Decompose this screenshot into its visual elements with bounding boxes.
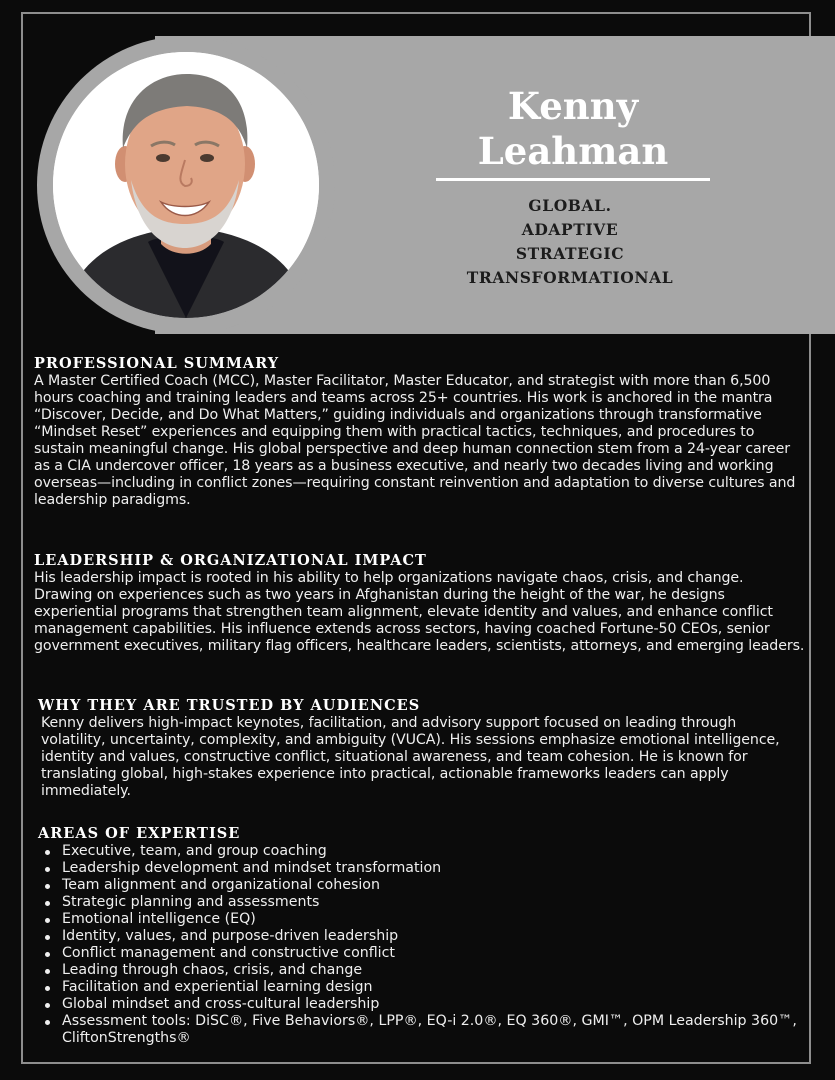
section-areas-of-expertise: [38, 825, 804, 1047]
section-body: Kenny delivers high-impact keynotes, facilitation, and advisory support focused on leading through volatility, uncertainty, complexity, and ambiguity (VUCA). His sessions emphasize emotional intelligence, identity and values, constructive conflict, situational awareness, and team cohesion. He is known for translating global, high-stakes experience into practical, actionable frameworks leaders can apply immediately.: [41, 715, 780, 799]
list-item: Executive, team, and group coaching: [62, 843, 804, 860]
expertise-list: [38, 843, 804, 1047]
section-leadership-impact: [34, 552, 806, 655]
person-name: [436, 84, 710, 174]
tagline: TRANSFORMATIONAL: [466, 268, 674, 287]
tagline: ADAPTIVE: [521, 220, 619, 239]
taglines: [436, 194, 704, 290]
list-item: Leading through chaos, crisis, and change: [62, 962, 804, 979]
list-item: Assessment tools: DiSC®, Five Behaviors®, LPP®, EQ-i 2.0®, EQ 360®, GMI™, OPM Leadership 360™, CliftonStrengths®: [62, 1013, 804, 1047]
list-item: Emotional intelligence (EQ): [62, 911, 804, 928]
name-first: Kenny: [507, 84, 639, 128]
section-title: WHY THEY ARE TRUSTED BY AUDIENCES: [38, 697, 421, 714]
list-item: Facilitation and experiential learning design: [62, 979, 804, 996]
list-item: Team alignment and organizational cohesion: [62, 877, 804, 894]
list-item: Conflict management and constructive conflict: [62, 945, 804, 962]
section-professional-summary: [34, 355, 806, 509]
tagline: STRATEGIC: [515, 244, 625, 263]
list-item: Global mindset and cross-cultural leadership: [62, 996, 804, 1013]
tagline: GLOBAL.: [528, 196, 612, 215]
section-title: LEADERSHIP & ORGANIZATIONAL IMPACT: [34, 552, 427, 569]
section-body: His leadership impact is rooted in his ability to help organizations navigate chaos, crisis, and change. Drawing on experiences such as two years in Afghanistan during the height of the war, he designs experiential programs that strengthen team alignment, elevate identity and values, and enhance conflict management capabilities. His influence extends across sectors, having coached Fortune-50 CEOs, senior government executives, military flag officers, healthcare leaders, scientists, attorneys, and emerging leaders.: [34, 570, 805, 654]
list-item: Identity, values, and purpose-driven leadership: [62, 928, 804, 945]
portrait-illustration: [53, 52, 319, 318]
portrait-photo: [53, 52, 319, 318]
name-last: Leahman: [477, 129, 669, 173]
section-trusted-by-audiences: [38, 697, 804, 800]
name-divider: [436, 178, 710, 181]
list-item: Leadership development and mindset transformation: [62, 860, 804, 877]
list-item: Strategic planning and assessments: [62, 894, 804, 911]
section-body: A Master Certified Coach (MCC), Master Facilitator, Master Educator, and strategist with more than 6,500 hours coaching and training leaders and teams across 25+ countries. His work is anchored in the mantra “Discover, Decide, and Do What Matters,” guiding individuals and organizations through transformative “Mindset Reset” experiences and equipping them with practical tactics, techniques, and procedures to sustain meaningful change. His global perspective and deep human connection stem from a 24-year career as a CIA undercover officer, 18 years as a business executive, and nearly two decades living and working overseas—including in conflict zones—requiring constant reinvention and adaptation to diverse cultures and leadership paradigms.: [34, 373, 796, 508]
section-title: PROFESSIONAL SUMMARY: [34, 355, 280, 372]
section-title: AREAS OF EXPERTISE: [38, 825, 241, 842]
